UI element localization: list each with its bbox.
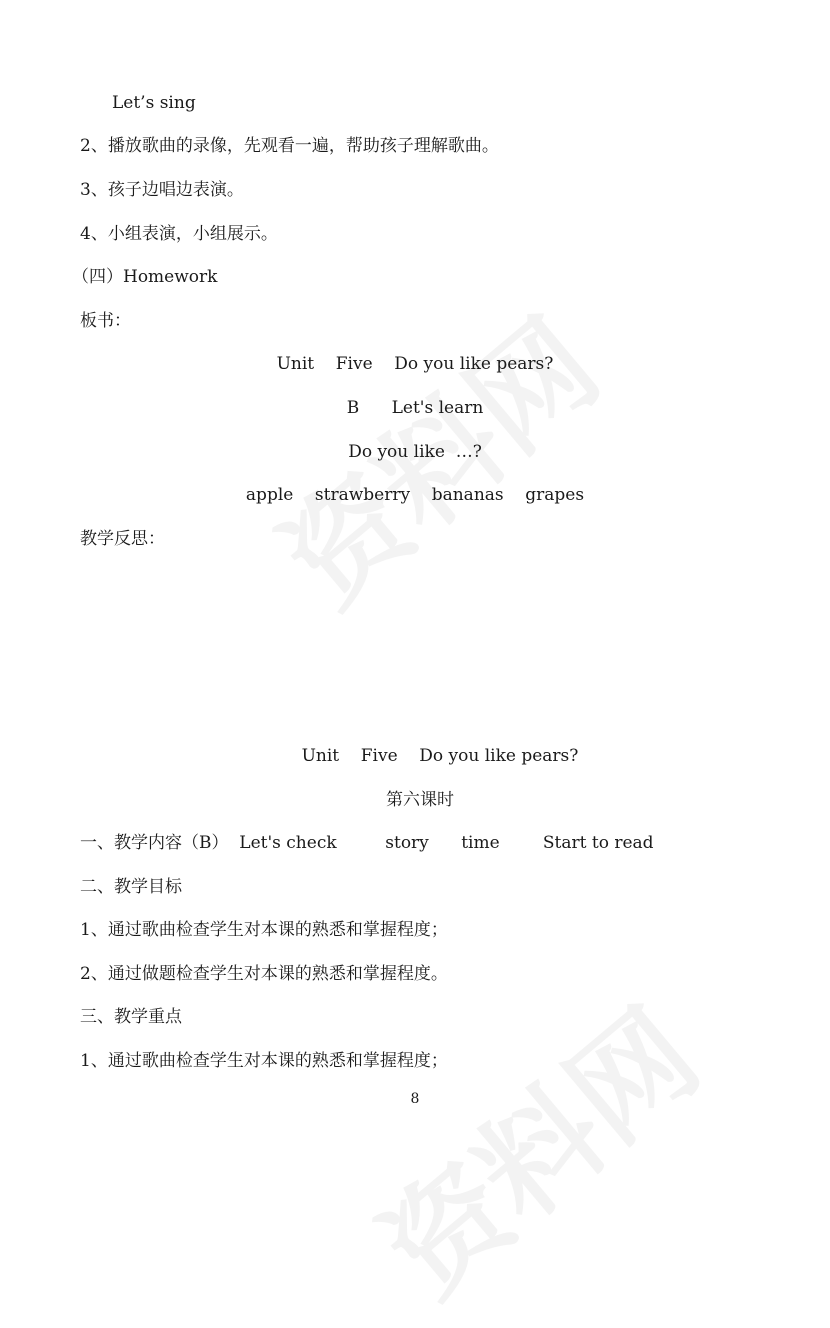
board-words: apple strawberry bananas grapes <box>245 485 585 505</box>
homework-heading: （四）Homework <box>72 267 218 287</box>
lesson6-title: Unit Five Do you like pears? <box>301 746 579 766</box>
lesson6-content: 一、教学内容（B） Let's check story time Start to read <box>80 833 654 853</box>
page-number: 8 <box>410 1091 420 1107</box>
goal-1: 1、通过歌曲检查学生对本课的熟悉和掌握程度； <box>80 920 448 940</box>
board-title: Unit Five Do you like pears? <box>276 354 554 374</box>
step-2: 2、播放歌曲的录像，先观看一遍，帮助孩子理解歌曲。 <box>80 136 499 156</box>
watermark <box>342 964 728 1327</box>
board-subtitle: B Let's learn <box>346 398 484 418</box>
board-label: 板书： <box>80 311 131 331</box>
step-3: 3、孩子边唱边表演。 <box>80 180 244 200</box>
goal-2: 2、通过做题检查学生对本课的熟悉和掌握程度。 <box>80 964 448 984</box>
step-4: 4、小组表演，小组展示。 <box>80 224 278 244</box>
board-pattern: Do you like …? <box>348 442 482 462</box>
reflection-label: 教学反思： <box>80 529 165 549</box>
key-heading: 三、教学重点 <box>80 1007 182 1027</box>
lets-sing-heading: Let’s sing <box>112 93 196 113</box>
goals-heading: 二、教学目标 <box>80 877 182 897</box>
lesson6-period: 第六课时 <box>386 790 454 810</box>
key-1: 1、通过歌曲检查学生对本课的熟悉和掌握程度； <box>80 1051 448 1071</box>
